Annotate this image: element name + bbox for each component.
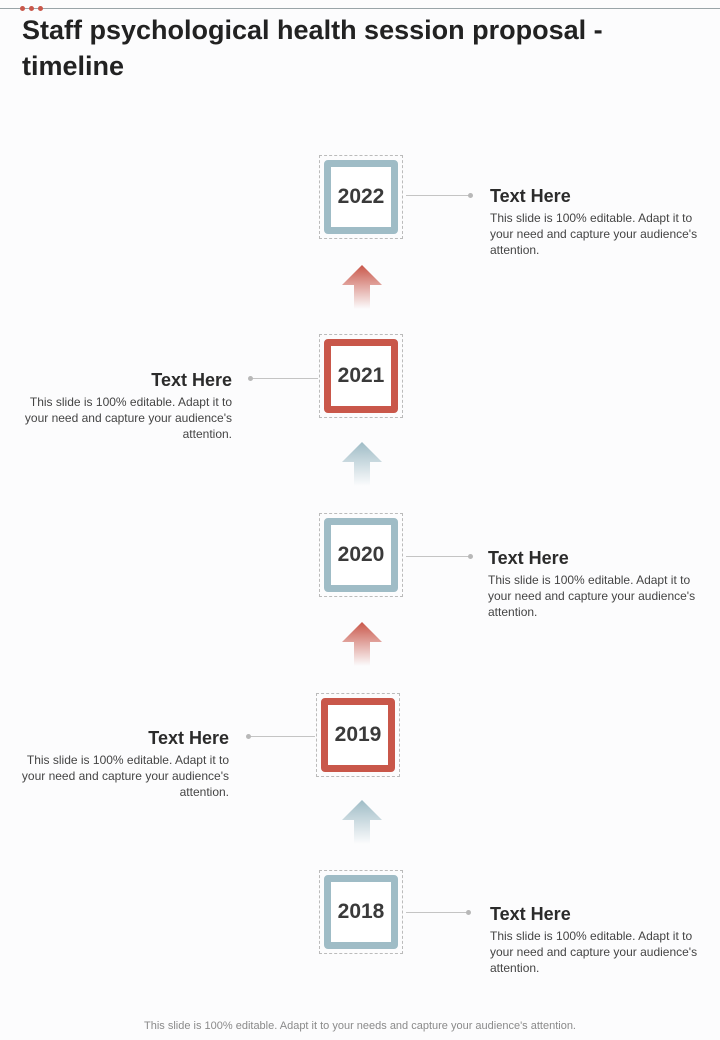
year-label: 2019 <box>321 698 395 772</box>
year-card-2019 <box>316 693 400 777</box>
connector-line <box>252 378 318 379</box>
up-arrow-icon <box>340 622 384 666</box>
up-arrow-icon <box>340 265 384 309</box>
timeline-item-2020 <box>488 547 698 620</box>
connector-dot <box>246 734 251 739</box>
footer-note: This slide is 100% editable. Adapt it to your needs and capture your audience's attention. <box>144 1020 576 1032</box>
header-dot <box>20 6 25 11</box>
connector-dot <box>466 910 471 915</box>
item-heading: Text Here <box>151 370 232 390</box>
item-heading: Text Here <box>148 728 229 748</box>
timeline-item-2021 <box>22 369 232 442</box>
timeline-item-2019 <box>19 727 229 800</box>
header-rule <box>0 8 720 9</box>
item-heading: Text Here <box>490 904 571 924</box>
item-description: This slide is 100% editable. Adapt it to your need and capture your audience's attention. <box>488 573 696 619</box>
header-dot <box>38 6 43 11</box>
year-label: 2018 <box>324 875 398 949</box>
year-label: 2022 <box>324 160 398 234</box>
item-description: This slide is 100% editable. Adapt it to your need and capture your audience's attention. <box>21 753 229 799</box>
header-dot <box>29 6 34 11</box>
connector-line <box>250 736 315 737</box>
connector-line <box>406 556 470 557</box>
item-description: This slide is 100% editable. Adapt it to your need and capture your audience's attention. <box>490 929 698 975</box>
year-card-2018 <box>319 870 403 954</box>
year-label: 2021 <box>324 339 398 413</box>
item-description: This slide is 100% editable. Adapt it to your need and capture your audience's attention. <box>490 211 698 257</box>
timeline-item-2018 <box>490 903 700 976</box>
item-description: This slide is 100% editable. Adapt it to your need and capture your audience's attention. <box>24 395 232 441</box>
connector-line <box>406 912 468 913</box>
page-title: Staff psychological health session proposal - timeline <box>22 15 603 81</box>
year-card-2021 <box>319 334 403 418</box>
timeline-item-2022 <box>490 185 700 258</box>
connector-line <box>406 195 470 196</box>
connector-dot <box>468 193 473 198</box>
item-heading: Text Here <box>490 186 571 206</box>
up-arrow-icon <box>340 442 384 486</box>
year-card-2020 <box>319 513 403 597</box>
connector-dot <box>468 554 473 559</box>
connector-dot <box>248 376 253 381</box>
year-card-2022 <box>319 155 403 239</box>
item-heading: Text Here <box>488 548 569 568</box>
year-label: 2020 <box>324 518 398 592</box>
up-arrow-icon <box>340 800 384 844</box>
